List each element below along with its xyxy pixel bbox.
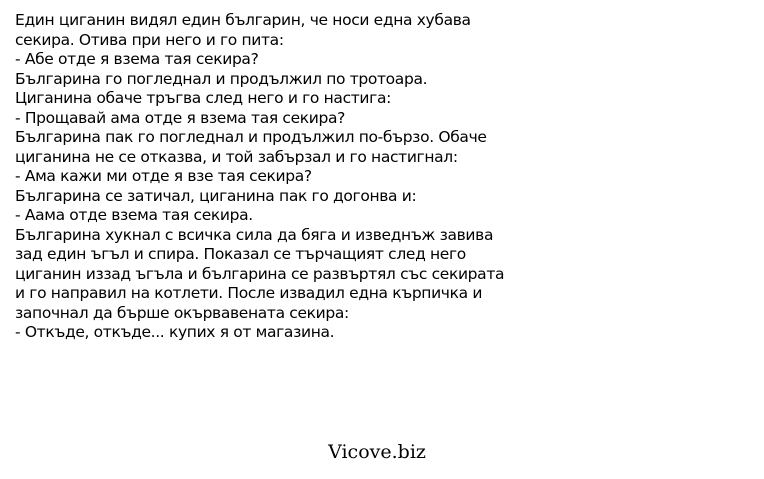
text-line: - Аама отде взема тая секира. <box>15 206 253 224</box>
text-line: циганин иззад ъгъла и българина се развъртял със секирата <box>15 264 505 283</box>
text-line: Циганина обаче тръгва след него и го настига: <box>15 89 391 107</box>
text-line: зад един ъгъл и спира. Показал се търчащият след него <box>15 245 466 263</box>
text-line: Един циганин видял един българин, че носи една хубава <box>15 11 471 29</box>
site-watermark: Vicove.biz <box>328 441 426 463</box>
text-line: Българина го погледнал и продължил по тротоара. <box>15 69 428 88</box>
text-line: Българина се затичал, циганина пак го догонва и: <box>15 186 417 205</box>
text-line: - Прощавай ама отде я взема тая секира? <box>15 108 346 127</box>
text-line: - Ама кажи ми отде я взе тая секира? <box>15 167 312 185</box>
text-line: и го направил на котлети. После извадил една кърпичка и <box>15 284 483 302</box>
text-line: - Откъде, откъде... купих я от магазина. <box>15 323 335 341</box>
text-line: секира. Отива при него и го пита: <box>15 30 284 49</box>
joke-text <box>15 11 755 343</box>
text-line: започнал да бърше окървавената секира: <box>15 303 349 322</box>
text-line: циганина не се отказва, и той забързал и го настигнал: <box>15 147 458 166</box>
text-line: Българина пак го погледнал и продължил по-бързо. Обаче <box>15 128 487 146</box>
text-line: - Абе отде я взема тая секира? <box>15 50 259 68</box>
text-line: Българина хукнал с всичка сила да бяга и изведнъж завива <box>15 225 494 244</box>
